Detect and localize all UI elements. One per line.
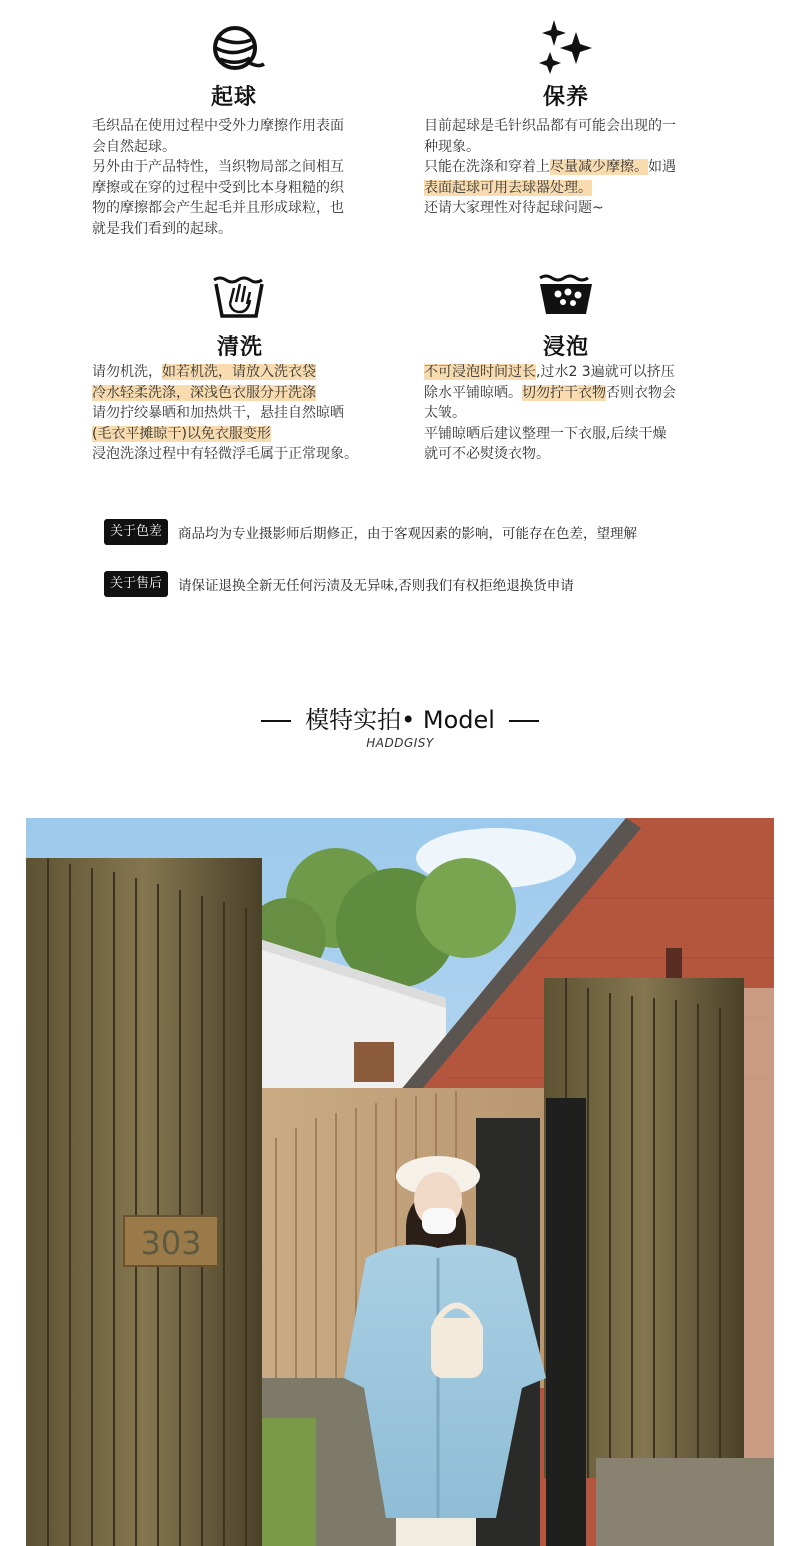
text-segment: 毛织品在使用过程中受外力摩擦作用表面 bbox=[92, 118, 344, 134]
text-segment: ,过水2 3遍就可以挤压 bbox=[536, 364, 675, 380]
text-segment: 如遇 bbox=[648, 159, 676, 175]
washing-title: 清洗 bbox=[216, 335, 263, 360]
text-segment: 平铺晾晒后建议整理一下衣服,后续干燥 bbox=[424, 425, 667, 442]
right-dash bbox=[509, 720, 539, 722]
text-segment: 太皱。 bbox=[424, 405, 466, 421]
text-line bbox=[92, 444, 392, 465]
text-segment: 请勿机洗， bbox=[92, 364, 162, 380]
text-line bbox=[92, 383, 392, 404]
text-segment: 种现象。 bbox=[424, 138, 480, 155]
highlighted-text: (毛衣平摊晾干)以免衣服变形 bbox=[92, 425, 271, 442]
text-line bbox=[424, 137, 724, 158]
text-line bbox=[424, 424, 724, 445]
soaking-text bbox=[424, 362, 724, 465]
soaking-title: 浸泡 bbox=[542, 335, 589, 360]
model-section-subtitle: HADDGISY bbox=[366, 736, 434, 750]
text-line bbox=[92, 424, 392, 445]
pilling-title: 起球 bbox=[210, 85, 257, 110]
model-section-title bbox=[0, 700, 800, 735]
highlighted-text: 冷水轻柔洗涤，深浅色衣服分开洗涤 bbox=[92, 384, 316, 401]
text-line bbox=[424, 444, 724, 465]
text-segment: 只能在洗涤和穿着上 bbox=[424, 159, 550, 175]
text-line bbox=[92, 157, 392, 178]
soak-basin-icon bbox=[536, 272, 596, 328]
highlighted-text: 表面起球可用去球器处理。 bbox=[424, 179, 592, 196]
text-segment: 否则衣物会 bbox=[606, 384, 676, 401]
highlighted-text: 尽量减少摩擦。 bbox=[550, 159, 648, 175]
yarn-ball-icon bbox=[206, 24, 266, 80]
washing-text bbox=[92, 362, 392, 465]
text-segment: 除水平铺晾晒。 bbox=[424, 384, 522, 401]
text-segment: 请勿拧绞暴晒和加热烘干，悬挂自然晾晒 bbox=[92, 405, 344, 421]
highlighted-text: 切勿拧干衣物 bbox=[522, 384, 606, 401]
color-difference-note bbox=[104, 518, 637, 546]
text-line bbox=[424, 198, 724, 219]
model-title-text: 模特实拍• Model bbox=[305, 706, 495, 734]
text-line bbox=[92, 362, 392, 383]
highlighted-text: 如若机洗，请放入洗衣袋 bbox=[162, 364, 316, 380]
house-number: 303 bbox=[140, 1224, 202, 1262]
after-sale-label: 关于售后 bbox=[104, 571, 168, 597]
after-sale-note bbox=[104, 570, 574, 598]
text-line bbox=[92, 178, 392, 199]
text-line bbox=[424, 178, 724, 199]
text-line bbox=[424, 116, 724, 137]
model-photo bbox=[26, 818, 774, 1546]
text-segment: 另外由于产品特性，当织物局部之间相互 bbox=[92, 159, 344, 175]
pilling-text bbox=[92, 116, 392, 239]
text-line bbox=[424, 157, 724, 178]
text-line bbox=[424, 403, 724, 424]
text-segment: 就是我们看到的起球。 bbox=[92, 220, 232, 237]
text-line bbox=[92, 137, 392, 158]
color-difference-text: 商品均为专业摄影师后期修正，由于客观因素的影响，可能存在色差，望理解 bbox=[178, 526, 638, 542]
sparkle-icon bbox=[536, 18, 596, 74]
text-segment: 会自然起球。 bbox=[92, 138, 176, 155]
maintenance-text bbox=[424, 116, 724, 219]
text-line bbox=[424, 383, 724, 404]
highlighted-text: 不可浸泡时间过长 bbox=[424, 364, 536, 380]
maintenance-title: 保养 bbox=[542, 85, 589, 110]
left-dash bbox=[261, 720, 291, 722]
text-line bbox=[92, 116, 392, 137]
text-line bbox=[424, 362, 724, 383]
text-line bbox=[92, 403, 392, 424]
text-segment: 浸泡洗涤过程中有轻微浮毛属于正常现象。 bbox=[92, 446, 358, 462]
after-sale-text: 请保证退换全新无任何污渍及无异味,否则我们有权拒绝退换货申请 bbox=[178, 578, 574, 594]
text-segment: 就可不必熨烫衣物。 bbox=[424, 446, 550, 462]
color-difference-label: 关于色差 bbox=[104, 519, 168, 545]
hand-wash-icon bbox=[210, 270, 270, 326]
text-segment: 还请大家理性对待起球问题~ bbox=[424, 200, 604, 216]
text-segment: 物的摩擦都会产生起毛并且形成球粒，也 bbox=[92, 200, 344, 216]
text-line bbox=[92, 219, 392, 240]
text-segment: 摩擦或在穿的过程中受到比本身粗糙的织 bbox=[92, 179, 344, 196]
text-segment: 目前起球是毛针织品都有可能会出现的一 bbox=[424, 118, 676, 134]
text-line bbox=[92, 198, 392, 219]
